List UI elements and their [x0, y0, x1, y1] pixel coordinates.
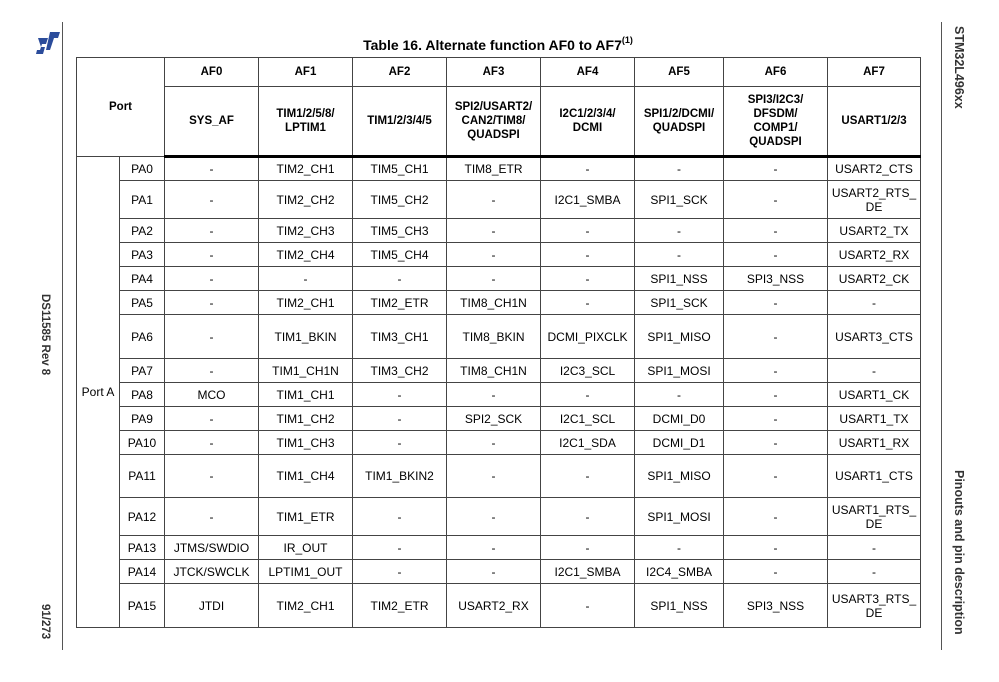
af-cell: -	[724, 536, 828, 560]
af-cell: -	[447, 219, 541, 243]
af-cell: SPI1_SCK	[635, 181, 724, 219]
af-cell: -	[259, 267, 353, 291]
alternate-function-table	[76, 57, 921, 628]
af-cell: USART2_RX	[447, 584, 541, 628]
group-header: SPI3/I2C3/ DFSDM/ COMP1/ QUADSPI	[724, 87, 828, 157]
af-cell: -	[724, 157, 828, 181]
af-header: AF3	[447, 58, 541, 87]
af-cell: -	[165, 291, 259, 315]
af-cell: -	[541, 498, 635, 536]
table-row	[77, 455, 921, 498]
table-row	[77, 498, 921, 536]
af-cell: -	[541, 157, 635, 181]
af-cell: -	[541, 243, 635, 267]
table-row	[77, 157, 921, 181]
af-cell: USART3_CTS	[828, 315, 921, 359]
af-cell: -	[724, 219, 828, 243]
af-cell: SPI1_MOSI	[635, 498, 724, 536]
af-cell: -	[635, 243, 724, 267]
right-margin-rule	[941, 22, 942, 650]
table-row	[77, 383, 921, 407]
af-cell: -	[724, 431, 828, 455]
table-row	[77, 536, 921, 560]
pin-name: PA14	[120, 560, 165, 584]
af-cell: -	[541, 455, 635, 498]
af-cell: USART1_CK	[828, 383, 921, 407]
pin-name: PA6	[120, 315, 165, 359]
af-cell: SPI1_MISO	[635, 455, 724, 498]
af-cell: TIM8_BKIN	[447, 315, 541, 359]
af-cell: TIM8_CH1N	[447, 359, 541, 383]
af-cell: LPTIM1_OUT	[259, 560, 353, 584]
af-cell: -	[165, 431, 259, 455]
af-cell: -	[447, 455, 541, 498]
af-cell: USART3_RTS_ DE	[828, 584, 921, 628]
af-cell: -	[724, 383, 828, 407]
af-cell: I2C1_SMBA	[541, 181, 635, 219]
af-cell: TIM1_CH4	[259, 455, 353, 498]
af-cell: -	[724, 560, 828, 584]
af-cell: TIM8_ETR	[447, 157, 541, 181]
af-cell: USART1_CTS	[828, 455, 921, 498]
af-cell: -	[724, 359, 828, 383]
left-margin-rule	[62, 22, 63, 650]
af-cell: TIM3_CH2	[353, 359, 447, 383]
af-cell: SPI1_NSS	[635, 267, 724, 291]
af-cell: -	[541, 536, 635, 560]
af-header: AF6	[724, 58, 828, 87]
pin-name: PA2	[120, 219, 165, 243]
af-cell: SPI1_MOSI	[635, 359, 724, 383]
af-cell: TIM1_CH3	[259, 431, 353, 455]
af-cell: USART2_CK	[828, 267, 921, 291]
af-header: AF0	[165, 58, 259, 87]
af-cell: -	[724, 498, 828, 536]
af-cell: I2C4_SMBA	[635, 560, 724, 584]
section-name: Pinouts and pin description	[952, 470, 966, 635]
af-cell: -	[724, 407, 828, 431]
af-cell: -	[635, 219, 724, 243]
af-cell: SPI2_SCK	[447, 407, 541, 431]
af-cell: -	[165, 407, 259, 431]
af-cell: TIM2_CH1	[259, 584, 353, 628]
group-header: TIM1/2/3/4/5	[353, 87, 447, 157]
af-cell: -	[353, 431, 447, 455]
af-cell: -	[828, 291, 921, 315]
pin-name: PA7	[120, 359, 165, 383]
af-cell: -	[165, 315, 259, 359]
af-cell: -	[724, 291, 828, 315]
table-row	[77, 243, 921, 267]
group-header: SPI2/USART2/ CAN2/TIM8/ QUADSPI	[447, 87, 541, 157]
af-cell: JTDI	[165, 584, 259, 628]
pin-name: PA5	[120, 291, 165, 315]
af-cell: -	[165, 267, 259, 291]
af-cell: JTMS/SWDIO	[165, 536, 259, 560]
af-cell: -	[165, 455, 259, 498]
af-cell: -	[635, 536, 724, 560]
af-cell: IR_OUT	[259, 536, 353, 560]
af-cell: -	[447, 383, 541, 407]
af-cell: TIM2_CH1	[259, 291, 353, 315]
af-cell: -	[541, 291, 635, 315]
af-cell: TIM2_CH4	[259, 243, 353, 267]
af-cell: -	[447, 243, 541, 267]
pin-name: PA13	[120, 536, 165, 560]
table-row	[77, 219, 921, 243]
af-cell: -	[447, 181, 541, 219]
table-row	[77, 315, 921, 359]
footnote-ref: (1)	[621, 35, 633, 45]
group-header: TIM1/2/5/8/ LPTIM1	[259, 87, 353, 157]
af-cell: SPI1_SCK	[635, 291, 724, 315]
table-title: Table 16. Alternate function AF0 to AF7$^{(1)}$	[363, 35, 633, 53]
af-cell: TIM1_BKIN2	[353, 455, 447, 498]
af-cell: SPI3_NSS	[724, 584, 828, 628]
af-cell: -	[165, 359, 259, 383]
af-header: AF1	[259, 58, 353, 87]
af-cell: -	[447, 431, 541, 455]
table-row	[77, 584, 921, 628]
af-cell: -	[724, 181, 828, 219]
af-cell: -	[353, 267, 447, 291]
af-cell: -	[635, 383, 724, 407]
af-cell: -	[541, 267, 635, 291]
af-cell: SPI3_NSS	[724, 267, 828, 291]
af-cell: -	[353, 536, 447, 560]
af-cell: I2C1_SMBA	[541, 560, 635, 584]
port-name: Port A	[77, 157, 120, 628]
af-cell: -	[828, 359, 921, 383]
pin-name: PA10	[120, 431, 165, 455]
af-cell: -	[447, 560, 541, 584]
af-cell: MCO	[165, 383, 259, 407]
af-cell: -	[724, 455, 828, 498]
af-cell: TIM2_CH1	[259, 157, 353, 181]
af-cell: SPI1_NSS	[635, 584, 724, 628]
af-cell: TIM5_CH3	[353, 219, 447, 243]
pin-name: PA4	[120, 267, 165, 291]
port-header: Port	[77, 58, 165, 157]
table-row	[77, 291, 921, 315]
table-row	[77, 267, 921, 291]
pin-name: PA1	[120, 181, 165, 219]
table-row	[77, 359, 921, 383]
af-cell: TIM1_ETR	[259, 498, 353, 536]
af-cell: USART2_CTS	[828, 157, 921, 181]
af-cell: USART2_RTS_ DE	[828, 181, 921, 219]
af-cell: DCMI_D0	[635, 407, 724, 431]
af-cell: TIM1_CH1N	[259, 359, 353, 383]
af-cell: -	[353, 560, 447, 584]
af-cell: -	[165, 219, 259, 243]
af-cell: -	[541, 219, 635, 243]
pin-name: PA15	[120, 584, 165, 628]
group-header: I2C1/2/3/4/ DCMI	[541, 87, 635, 157]
af-cell: DCMI_D1	[635, 431, 724, 455]
af-cell: I2C1_SDA	[541, 431, 635, 455]
af-cell: DCMI_PIXCLK	[541, 315, 635, 359]
af-cell: TIM2_CH2	[259, 181, 353, 219]
pin-name: PA9	[120, 407, 165, 431]
af-cell: TIM5_CH4	[353, 243, 447, 267]
af-cell: -	[353, 407, 447, 431]
af-cell: TIM5_CH1	[353, 157, 447, 181]
pin-name: PA0	[120, 157, 165, 181]
af-cell: USART1_RX	[828, 431, 921, 455]
af-cell: USART1_RTS_ DE	[828, 498, 921, 536]
af-cell: USART1_TX	[828, 407, 921, 431]
af-cell: -	[828, 560, 921, 584]
pin-name: PA3	[120, 243, 165, 267]
af-cell: -	[165, 243, 259, 267]
af-header: AF7	[828, 58, 921, 87]
table-row	[77, 560, 921, 584]
af-cell: -	[165, 181, 259, 219]
af-cell: TIM2_ETR	[353, 291, 447, 315]
af-cell: -	[353, 498, 447, 536]
pin-name: PA12	[120, 498, 165, 536]
table-body	[77, 157, 921, 628]
af-cell: -	[828, 536, 921, 560]
af-cell: TIM1_CH2	[259, 407, 353, 431]
af-cell: TIM5_CH2	[353, 181, 447, 219]
group-header: SPI1/2/DCMI/ QUADSPI	[635, 87, 724, 157]
af-cell: -	[353, 383, 447, 407]
af-cell: TIM1_BKIN	[259, 315, 353, 359]
af-cell: -	[541, 584, 635, 628]
page-number: 91/273	[39, 604, 51, 640]
af-cell: TIM2_ETR	[353, 584, 447, 628]
af-cell: -	[165, 498, 259, 536]
af-cell: -	[447, 498, 541, 536]
af-cell: TIM1_CH1	[259, 383, 353, 407]
af-cell: I2C1_SCL	[541, 407, 635, 431]
pin-name: PA8	[120, 383, 165, 407]
af-cell: TIM8_CH1N	[447, 291, 541, 315]
doc-number: DS11585 Rev 8	[39, 294, 51, 376]
group-header: SYS_AF	[165, 87, 259, 157]
af-cell: USART2_TX	[828, 219, 921, 243]
af-cell: -	[541, 383, 635, 407]
af-cell: JTCK/SWCLK	[165, 560, 259, 584]
product-name: STM32L496xx	[952, 26, 966, 109]
group-header: USART1/2/3	[828, 87, 921, 157]
af-header: AF5	[635, 58, 724, 87]
af-cell: -	[447, 267, 541, 291]
table-row	[77, 407, 921, 431]
af-cell: USART2_RX	[828, 243, 921, 267]
af-cell: TIM2_CH3	[259, 219, 353, 243]
af-cell: -	[635, 157, 724, 181]
af-header: AF2	[353, 58, 447, 87]
af-cell: TIM3_CH1	[353, 315, 447, 359]
af-cell: -	[165, 157, 259, 181]
af-cell: -	[447, 536, 541, 560]
pin-name: PA11	[120, 455, 165, 498]
table-row	[77, 181, 921, 219]
af-cell: SPI1_MISO	[635, 315, 724, 359]
af-cell: I2C3_SCL	[541, 359, 635, 383]
af-cell: -	[724, 315, 828, 359]
af-header: AF4	[541, 58, 635, 87]
table-row	[77, 431, 921, 455]
af-cell: -	[724, 243, 828, 267]
